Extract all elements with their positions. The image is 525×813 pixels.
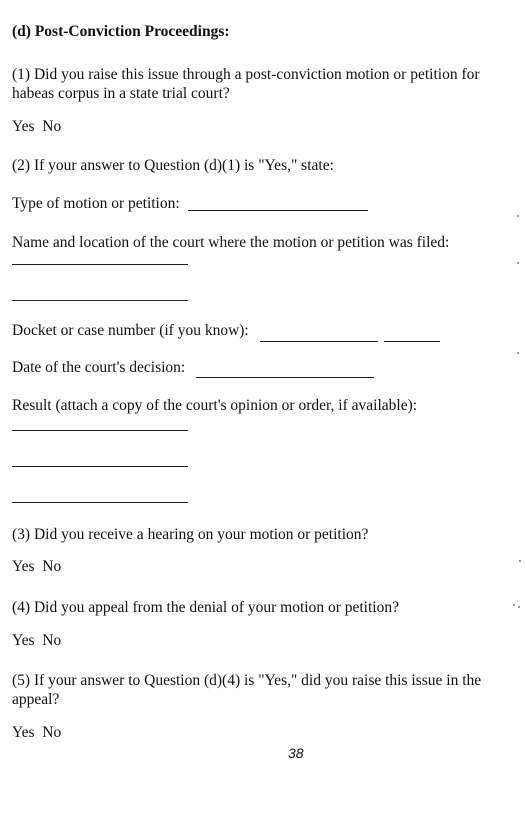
docket-number-blank-2[interactable] [384, 341, 440, 342]
court-name-location-blank-2[interactable] [12, 300, 188, 301]
decision-date-blank[interactable] [196, 377, 374, 378]
scan-speck [517, 352, 519, 354]
court-name-location-label: Name and location of the court where the motion or petition was filed: [12, 234, 450, 251]
page-number: 38 [288, 745, 304, 761]
decision-date-label: Date of the court's decision: [12, 359, 186, 376]
scan-speck [519, 560, 521, 562]
type-of-motion-label: Type of motion or petition: [12, 195, 180, 212]
court-name-location-blank-1[interactable] [12, 264, 188, 265]
result-blank-3[interactable] [12, 502, 188, 503]
scan-speck [518, 606, 520, 608]
question-1-yes-no[interactable]: Yes No [12, 118, 62, 135]
result-blank-1[interactable] [12, 430, 188, 431]
docket-number-label: Docket or case number (if you know): [12, 322, 249, 339]
question-4-yes-no[interactable]: Yes No [12, 632, 62, 649]
result-label: Result (attach a copy of the court's opinion or order, if available): [12, 397, 418, 414]
type-of-motion-blank[interactable] [188, 210, 368, 211]
question-4-text: (4) Did you appeal from the denial of your motion or petition? [12, 599, 399, 616]
question-5-line-1: (5) If your answer to Question (d)(4) is "Yes," did you raise this issue in the [12, 672, 482, 689]
scan-speck [513, 604, 515, 606]
question-1-line-2: habeas corpus in a state trial court? [12, 85, 230, 102]
question-5-yes-no[interactable]: Yes No [12, 724, 62, 741]
scan-speck [517, 215, 519, 217]
question-5-line-2: appeal? [12, 691, 60, 708]
scan-speck [517, 262, 519, 264]
docket-number-blank-1[interactable] [260, 341, 378, 342]
section-heading: (d) Post-Conviction Proceedings: [12, 23, 230, 40]
result-blank-2[interactable] [12, 466, 188, 467]
question-1-line-1: (1) Did you raise this issue through a post-conviction motion or petition for [12, 66, 480, 83]
question-3-yes-no[interactable]: Yes No [12, 558, 62, 575]
question-3-text: (3) Did you receive a hearing on your motion or petition? [12, 526, 369, 543]
question-2-text: (2) If your answer to Question (d)(1) is "Yes," state: [12, 157, 334, 174]
